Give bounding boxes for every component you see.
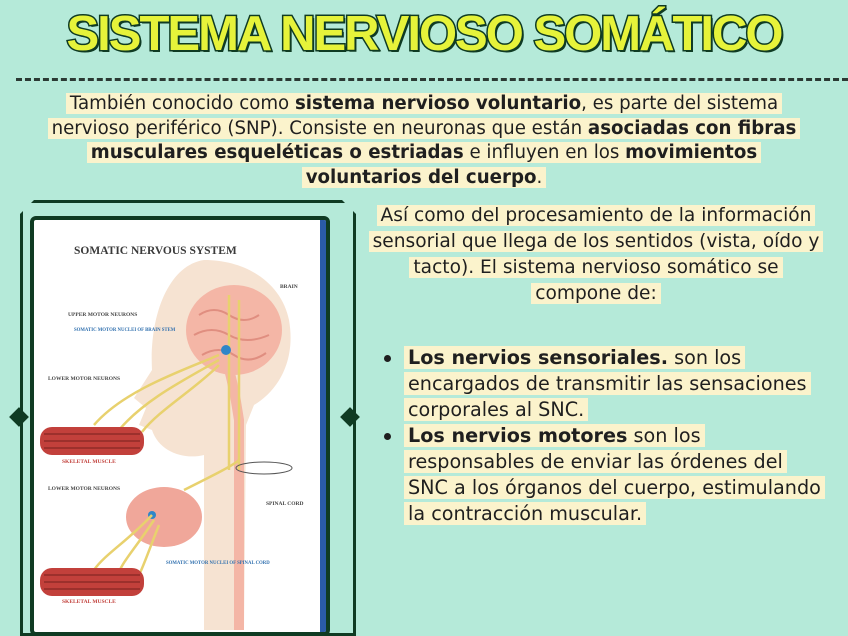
intro-text-1: También conocido como <box>69 93 295 114</box>
label-upper-motor-neurons: UPPER MOTOR NEURONS <box>68 312 138 318</box>
intro-bold-2: asociadas con fibras musculares esqueléticas o estriadas <box>90 117 797 163</box>
list-item-text: son los responsables de enviar las órdenes del SNC a los órganos del cuerpo, estimulando la contracción muscular. <box>408 424 821 525</box>
brainstem-nucleus-dot <box>221 345 231 355</box>
muscle-upper <box>40 427 144 455</box>
info-paragraph <box>366 203 826 307</box>
spinal-cord-cross-section <box>126 487 202 547</box>
intro-text-4: . <box>536 166 543 188</box>
nerve-list <box>378 345 828 527</box>
book-spine <box>320 220 326 632</box>
intro-text-3: e influyen en los <box>463 142 626 163</box>
dashed-divider <box>16 78 848 81</box>
page-title: SISTEMA NERVIOSO SOMÁTICO <box>66 7 782 61</box>
intro-bold-3: movimientos voluntarios del cuerpo <box>305 142 758 188</box>
list-item-text: son los encargados de transmitir las sensaciones corporales al SNC. <box>408 346 807 421</box>
diagram-title: SOMATIC NERVOUS SYSTEM <box>74 245 237 257</box>
intro-text-2: , es parte del sistema nervioso periférico (SNP). Consiste en neuronas que están <box>51 93 779 139</box>
label-skeletal-muscle-1: SKELETAL MUSCLE <box>62 459 116 465</box>
label-somatic-motor-nuclei-brainstem: SOMATIC MOTOR NUCLEI OF BRAIN STEM <box>74 328 176 333</box>
label-brain: BRAIN <box>280 284 298 290</box>
intro-paragraph <box>28 92 820 190</box>
muscle-lower <box>40 568 144 596</box>
list-item <box>378 423 828 527</box>
intro-bold-1: sistema nervioso voluntario <box>294 93 582 114</box>
list-item-bold: Los nervios sensoriales. <box>408 346 668 369</box>
diagram-card <box>30 216 330 636</box>
list-item <box>378 345 828 423</box>
list-item-bold: Los nervios motores <box>408 424 628 447</box>
label-somatic-motor-nuclei-spinal: SOMATIC MOTOR NUCLEI OF SPINAL CORD <box>166 561 270 566</box>
label-lower-motor-neurons-1: LOWER MOTOR NEURONS <box>48 376 121 382</box>
label-lower-motor-neurons-2: LOWER MOTOR NEURONS <box>48 486 121 492</box>
somatic-nervous-system-diagram <box>34 220 320 632</box>
info-text: Así como del procesamiento de la información sensorial que llega de los sentidos (vista, oído y tacto). El sistema nervioso somático se compone de: <box>369 205 824 304</box>
label-skeletal-muscle-2: SKELETAL MUSCLE <box>62 599 116 605</box>
label-spinal-cord: SPINAL CORD <box>266 501 304 507</box>
